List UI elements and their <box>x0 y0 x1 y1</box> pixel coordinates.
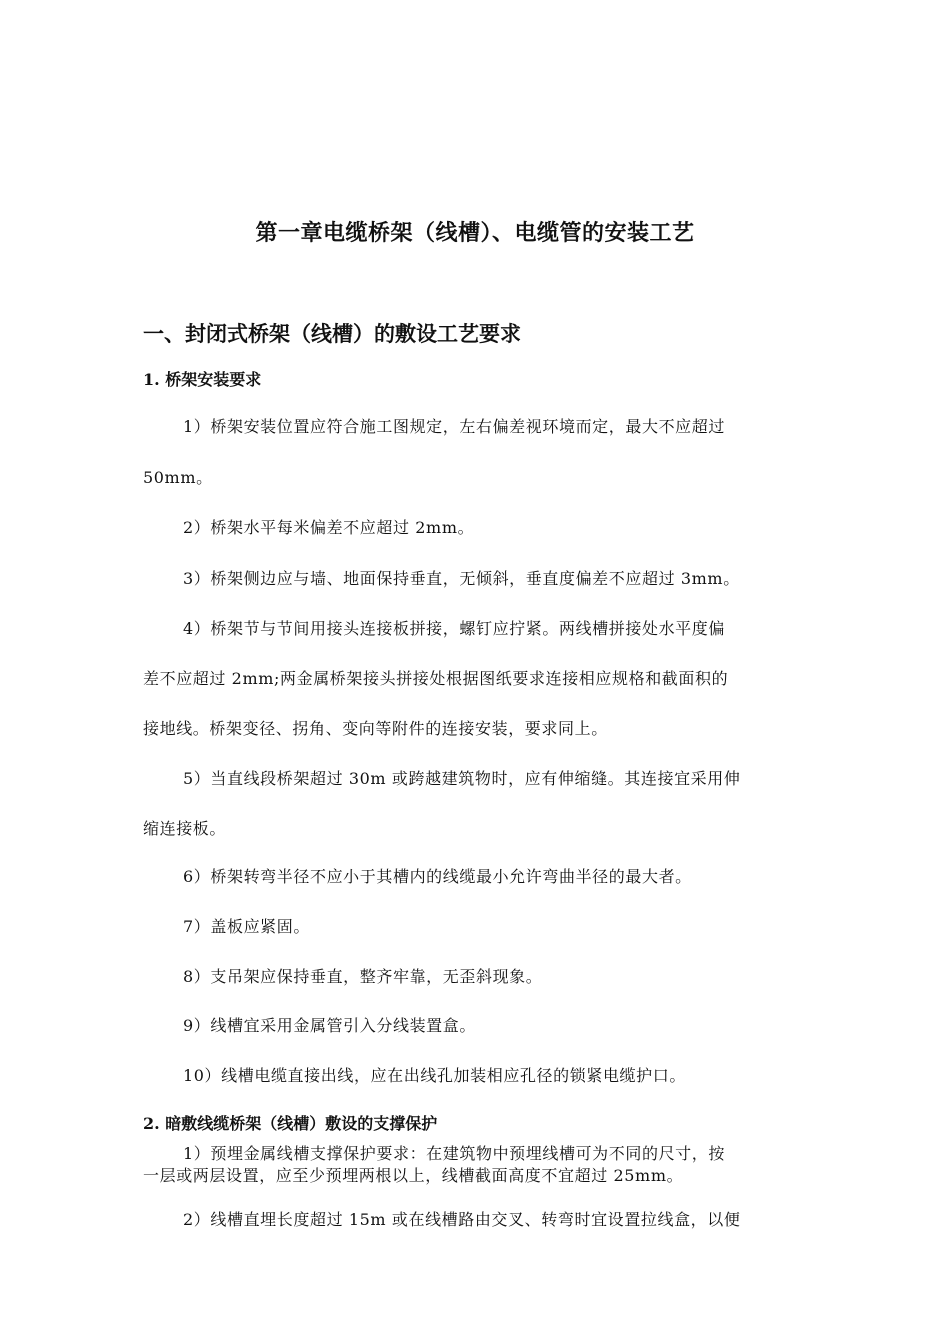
paragraph-10: 10）线槽电缆直接出线，应在出线孔加装相应孔径的锁紧电缆护口。 <box>183 1066 686 1085</box>
subsection-heading-1: 1. 桥架安装要求 <box>143 370 262 389</box>
section-heading: 一、封闭式桥架（线槽）的敷设工艺要求 <box>143 321 521 346</box>
paragraph-5-line-2: 缩连接板。 <box>143 819 227 838</box>
paragraph-4-line-3: 接地线。桥架变径、拐角、变向等附件的连接安装，要求同上。 <box>143 719 608 738</box>
paragraph-3: 3）桥架侧边应与墙、地面保持垂直，无倾斜，垂直度偏差不应超过 3mm。 <box>183 569 740 588</box>
paragraph-7: 7）盖板应紧固。 <box>183 917 310 936</box>
chapter-title: 第一章电缆桥架（线槽）、电缆管的安装工艺 <box>255 221 695 246</box>
paragraph-5-line-1: 5）当直线段桥架超过 30m 或跨越建筑物时，应有伸缩缝。其连接宜采用伸 <box>183 769 741 788</box>
paragraph-4-line-2: 差不应超过 2mm;两金属桥架接头拼接处根据图纸要求连接相应规格和截面积的 <box>143 669 729 688</box>
support-paragraph-1-line-1: 1）预埋金属线槽支撑保护要求：在建筑物中预埋线槽可为不同的尺寸，按 <box>183 1144 725 1163</box>
subsection-heading-2: 2. 暗敷线缆桥架（线槽）敷设的支撑保护 <box>143 1114 438 1133</box>
paragraph-9: 9）线槽宜采用金属管引入分线装置盒。 <box>183 1016 476 1035</box>
paragraph-1-line-2: 50mm。 <box>143 468 213 487</box>
paragraph-6: 6）桥架转弯半径不应小于其槽内的线缆最小允许弯曲半径的最大者。 <box>183 867 692 886</box>
paragraph-4-line-1: 4）桥架节与节间用接头连接板拼接，螺钉应拧紧。两线槽拼接处水平度偏 <box>183 619 725 638</box>
support-paragraph-2-line-1: 2）线槽直埋长度超过 15m 或在线槽路由交叉、转弯时宜设置拉线盒，以便 <box>183 1210 741 1229</box>
paragraph-2: 2）桥架水平每米偏差不应超过 2mm。 <box>183 518 475 537</box>
paragraph-8: 8）支吊架应保持垂直，整齐牢靠，无歪斜现象。 <box>183 967 543 986</box>
paragraph-1-line-1: 1）桥架安装位置应符合施工图规定，左右偏差视环境而定，最大不应超过 <box>183 417 725 436</box>
support-paragraph-1-line-2: 一层或两层设置，应至少预埋两根以上，线槽截面高度不宜超过 25mm。 <box>143 1166 684 1185</box>
